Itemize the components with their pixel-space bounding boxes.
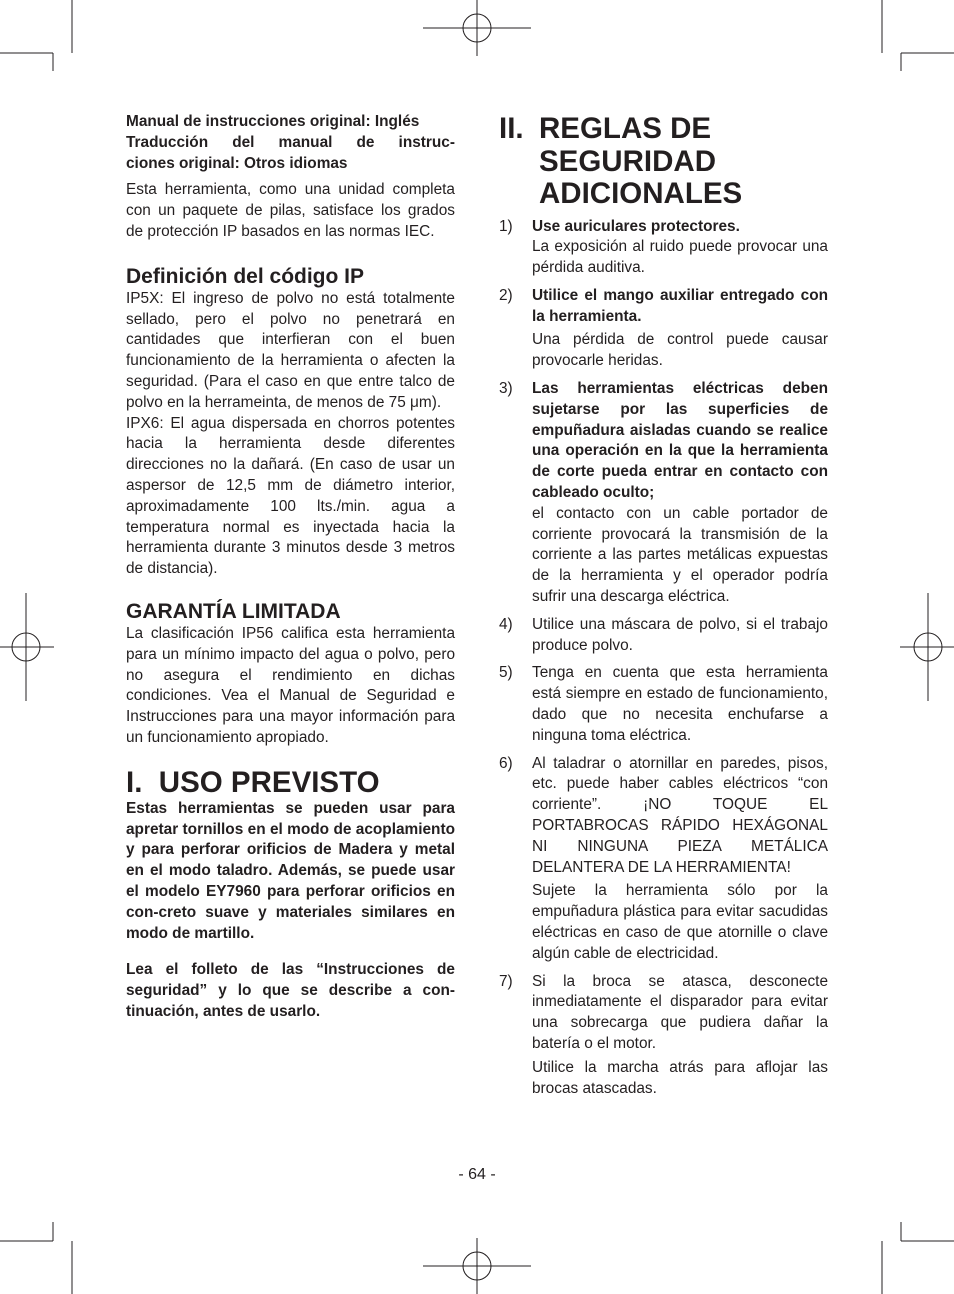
list-item-text: Utilice una máscara de polvo, si el trabajo produce polvo. bbox=[532, 615, 828, 654]
list-item-number: 7) bbox=[499, 972, 513, 990]
list-item-number: 1) bbox=[499, 217, 513, 235]
ipx6-paragraph: IPX6: El agua dispersada en chorros potentes hacia la herramienta desde diferentes direcciones no la dañará. (En caso de usar un aspersor de 12,5 mm de diámetro interior, aproximadamente 100 lts./min. agua a temperatura normal es inyectada hacia la herramienta durante 3 minutos desde 3 metros de distancia). bbox=[126, 414, 455, 578]
list-item-text: el contacto con un cable portador de corriente provocará la transmisión de la corriente a las partes metálicas expuestas de la herramienta y el operador podría sufrir una descarga eléctrica. bbox=[532, 504, 828, 606]
left-column bbox=[126, 112, 455, 1023]
list-item bbox=[499, 615, 828, 657]
list-item-bold: Utilice el mango auxiliar entregado con la herramienta. bbox=[532, 286, 828, 325]
list-item-text: Una pérdida de control puede causar provocarle heridas. bbox=[532, 331, 828, 370]
intended-use-heading: I. USO PREVISTO bbox=[126, 765, 380, 799]
list-item bbox=[499, 379, 828, 608]
note-line-1: Manual de instrucciones original: Inglés bbox=[126, 113, 420, 130]
safety-rules-heading bbox=[499, 113, 828, 211]
safety-rules-heading-line-3: ADICIONALES bbox=[539, 177, 743, 210]
list-item-bold: Las herramientas eléctricas deben sujetarse por las superficies de empuñadura aisladas cuando se realice una operación en la que la herramienta de corte pueda entrar en contacto con cableado oculto; bbox=[532, 380, 828, 502]
ip-code-heading: Definición del código IP bbox=[126, 264, 365, 288]
read-instructions-paragraph: Lea el folleto de las “Instrucciones de seguridad” y lo que se describe a con-tinuación, antes de usarlo. bbox=[126, 961, 455, 1020]
list-item bbox=[499, 972, 828, 1100]
list-item-number: 2) bbox=[499, 286, 513, 304]
list-item-number: 5) bbox=[499, 664, 513, 682]
list-item bbox=[499, 663, 828, 746]
safety-rules-list bbox=[499, 217, 828, 1100]
list-item-text-continued: Utilice la marcha atrás para aflojar las brocas atascadas. bbox=[532, 1058, 828, 1097]
list-item bbox=[499, 754, 828, 965]
list-item bbox=[499, 217, 828, 279]
page-number: - 64 - bbox=[458, 1166, 496, 1183]
list-item-number: 4) bbox=[499, 615, 513, 633]
list-item bbox=[499, 286, 828, 372]
list-item-text: La exposición al ruido puede provocar una pérdida auditiva. bbox=[532, 238, 828, 277]
manual-translation-note bbox=[126, 112, 455, 174]
list-item-number: 3) bbox=[499, 380, 513, 398]
ip5x-paragraph: IP5X: El ingreso de polvo no está totalmente sellado, pero el polvo no penetrará en cantidades que interfieran con el buen funcionamiento de la herramienta o afecten la seguridad. (Para el caso en que entre talco de polvo en la herrameinta, de menos de 75 μm). bbox=[126, 289, 455, 411]
list-item-bold: Use auriculares protectores. bbox=[532, 217, 740, 235]
list-item-text: Tenga en cuenta que esta herramienta está siempre en estado de funcionamiento, dado que no necesita enchufarse a ninguna toma eléctrica. bbox=[532, 664, 828, 744]
list-item-text: Al taladrar o atornillar en paredes, pisos, etc. puede haber cables eléctricos “con corriente”. ¡NO TOQUE EL PORTABROCAS RÁPIDO HEXÁGONAL NI NINGUNA PIEZA METÁLICA DELANTERA DE LA HERRAMIENTA! bbox=[532, 754, 828, 876]
warranty-paragraph: La clasificación IP56 califica esta herramienta para un mínimo impacto del agua o polvo, pero no asegura el rendimiento en dichas condiciones. Vea el Manual de Seguridad e Instrucciones para una mayor información para un funcionamiento apropiado. bbox=[126, 624, 455, 746]
right-column bbox=[499, 113, 828, 1106]
safety-rules-heading-line-1: REGLAS DE bbox=[539, 112, 712, 145]
intended-use-paragraph: Estas herramientas se pueden usar para apretar tornillos en el modo de acoplamiento y para perforar orificios de Madera y metal en el modo taladro. Además, se puede usar el modelo EY7960 para perforar orificios en con-creto suave y materiales similares en modo de martillo. bbox=[126, 799, 455, 942]
list-item-number: 6) bbox=[499, 754, 513, 772]
list-item-text-continued: Sujete la herramienta sólo por la empuñadura plástica para evitar sacudidas eléctricas en caso de que atornille o clave algún cable de electricidad. bbox=[532, 882, 828, 962]
warranty-heading: GARANTÍA LIMITADA bbox=[126, 599, 341, 623]
list-item-text: Si la broca se atasca, desconecte inmediatamente el disparador para evitar una sobrecarga que pudiera dañar la batería o el motor. bbox=[532, 972, 828, 1052]
safety-rules-heading-line-2: SEGURIDAD bbox=[539, 144, 717, 178]
ip-intro-paragraph: Esta herramienta, como una unidad completa con un paquete de pilas, satisface los grados de protección IP basados en las normas IEC. bbox=[126, 181, 455, 240]
safety-rules-heading-number: II. bbox=[499, 112, 524, 145]
note-line-3: ciones original: Otros idiomas bbox=[126, 154, 348, 172]
note-line-2: Traducción del manual de instruc- bbox=[126, 133, 455, 151]
